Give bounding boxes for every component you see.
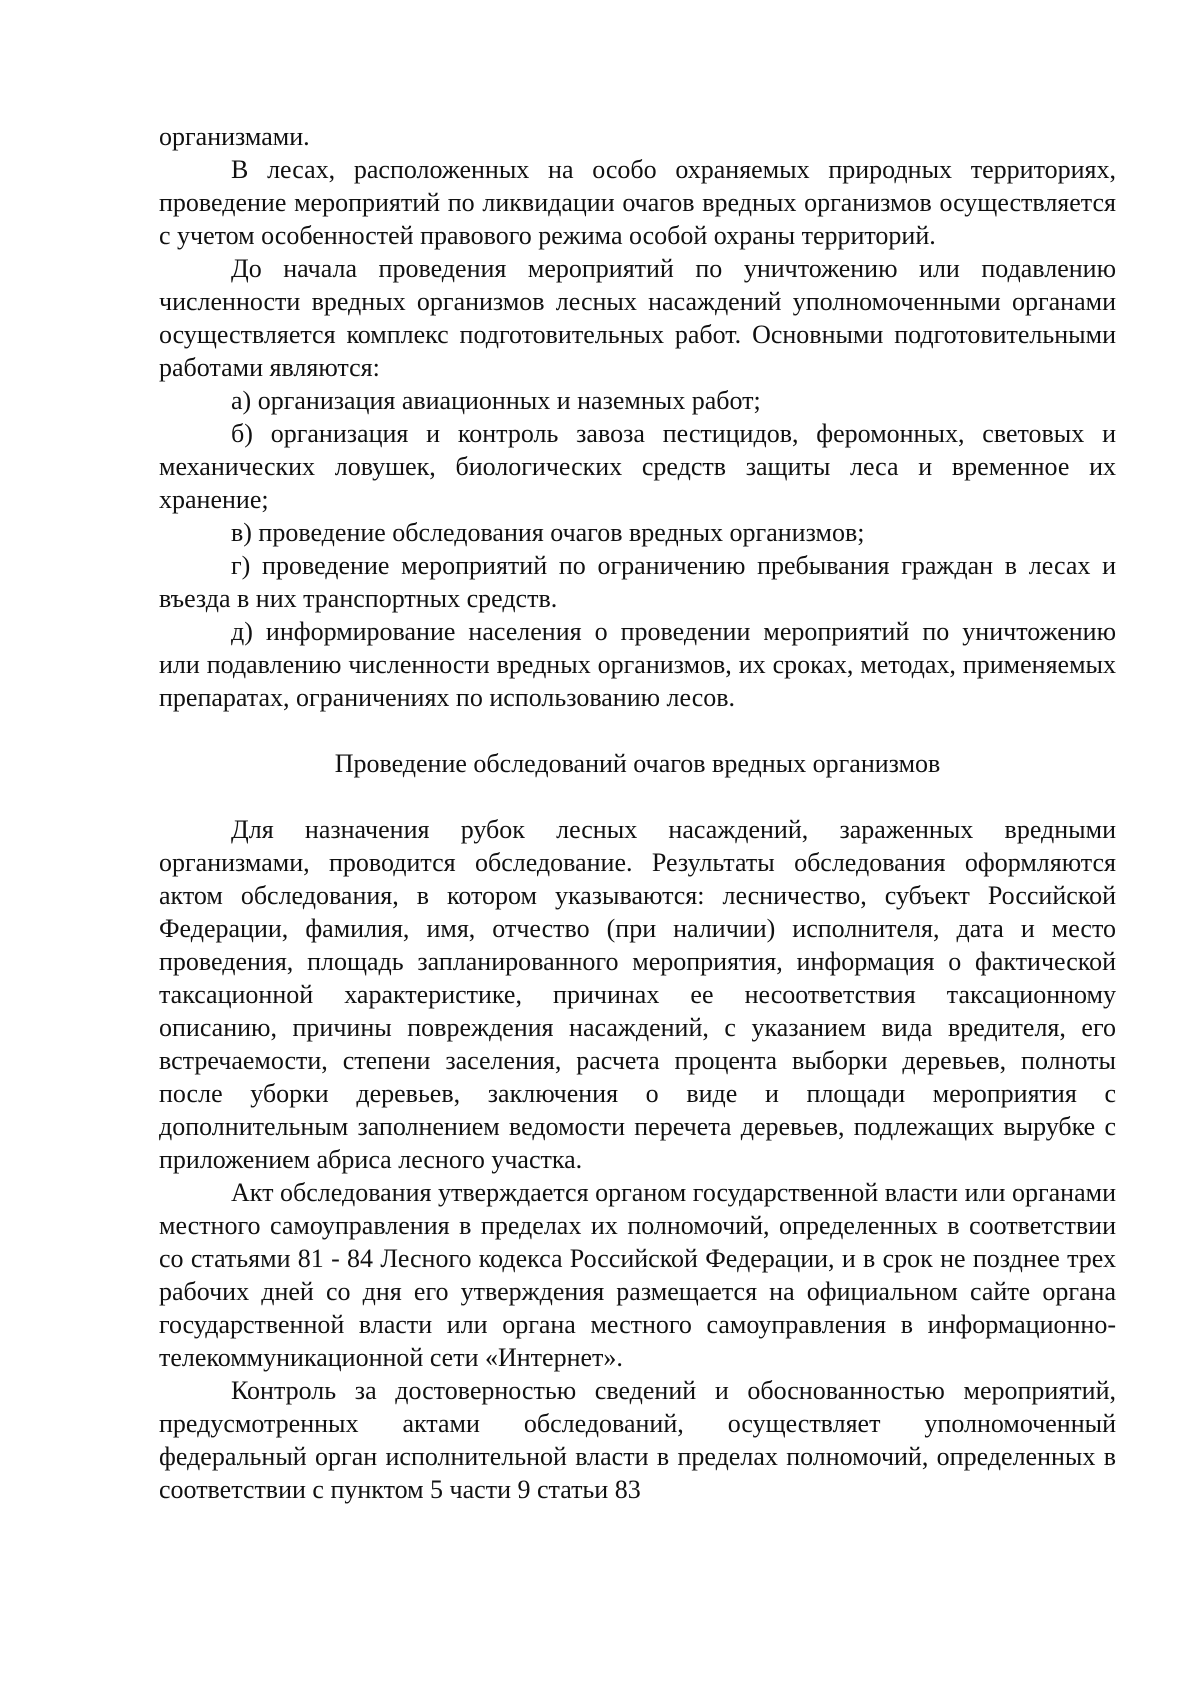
- paragraph-survey-act: Акт обследования утверждается органом государственной власти или органами местного самоуправления в пределах их полномочий, определенных в соответствии со статьями 81 - 84 Лесного кодекса Российской Федерации, и в срок не позднее трех рабочих дней со дня его утверждения размещается на официальном сайте органа государственной власти или органа местного самоуправления в информационно-телекоммуникационной сети «Интернет».: [159, 1178, 1116, 1372]
- paragraph-survey-purpose: Для назначения рубок лесных насаждений, зараженных вредными организмами, проводится обследование. Результаты обследования оформляются актом обследования, в котором указываются: лесничество, субъект Российской Федерации, фамилия, имя, отчество (при наличии) исполнителя, дата и место проведения, площадь запланированного мероприятия, информация о фактической таксационной характеристике, причинах ее несоответствия таксационному описанию, причины повреждения насаждений, с указанием вида вредителя, его встречаемости, степени заселения, расчета процента выборки деревьев, полноты после уборки деревьев, заключения о виде и площади мероприятия с дополнительным заполнением ведомости перечета деревьев, подлежащих вырубке с приложением абриса лесного участка.: [159, 815, 1116, 1174]
- paragraph-control: Контроль за достоверностью сведений и обоснованностью мероприятий, предусмотренных актами обследований, осуществляет уполномоченный федеральный орган исполнительной власти в пределах полномочий, определенных в соответствии с пунктом 5 части 9 статьи 83: [159, 1376, 1116, 1504]
- paragraph-protected-territories: В лесах, расположенных на особо охраняемых природных территориях, проведение мероприятий по ликвидации очагов вредных организмов осуществляется с учетом особенностей правового режима особой охраны территорий.: [159, 155, 1116, 250]
- list-item-v: в) проведение обследования очагов вредных организмов;: [231, 518, 865, 547]
- paragraph-continuation: организмами.: [159, 122, 310, 151]
- paragraph-preparatory-works: До начала проведения мероприятий по уничтожению или подавлению численности вредных организмов лесных насаждений уполномоченными органами осуществляется комплекс подготовительных работ. Основными подготовительными работами являются:: [159, 254, 1116, 382]
- list-item-d: д) информирование населения о проведении мероприятий по уничтожению или подавлению численности вредных организмов, их сроках, методах, применяемых препаратах, ограничениях по использованию лесов.: [159, 617, 1116, 712]
- list-item-b: б) организация и контроль завоза пестицидов, феромонных, световых и механических ловушек, биологических средств защиты леса и временное их хранение;: [159, 419, 1116, 514]
- section-heading: Проведение обследований очагов вредных организмов: [334, 749, 941, 778]
- list-item-g: г) проведение мероприятий по ограничению пребывания граждан в лесах и въезда в них транспортных средств.: [159, 551, 1116, 613]
- document-body: [159, 120, 1116, 1506]
- list-item-a: а) организация авиационных и наземных работ;: [231, 386, 761, 415]
